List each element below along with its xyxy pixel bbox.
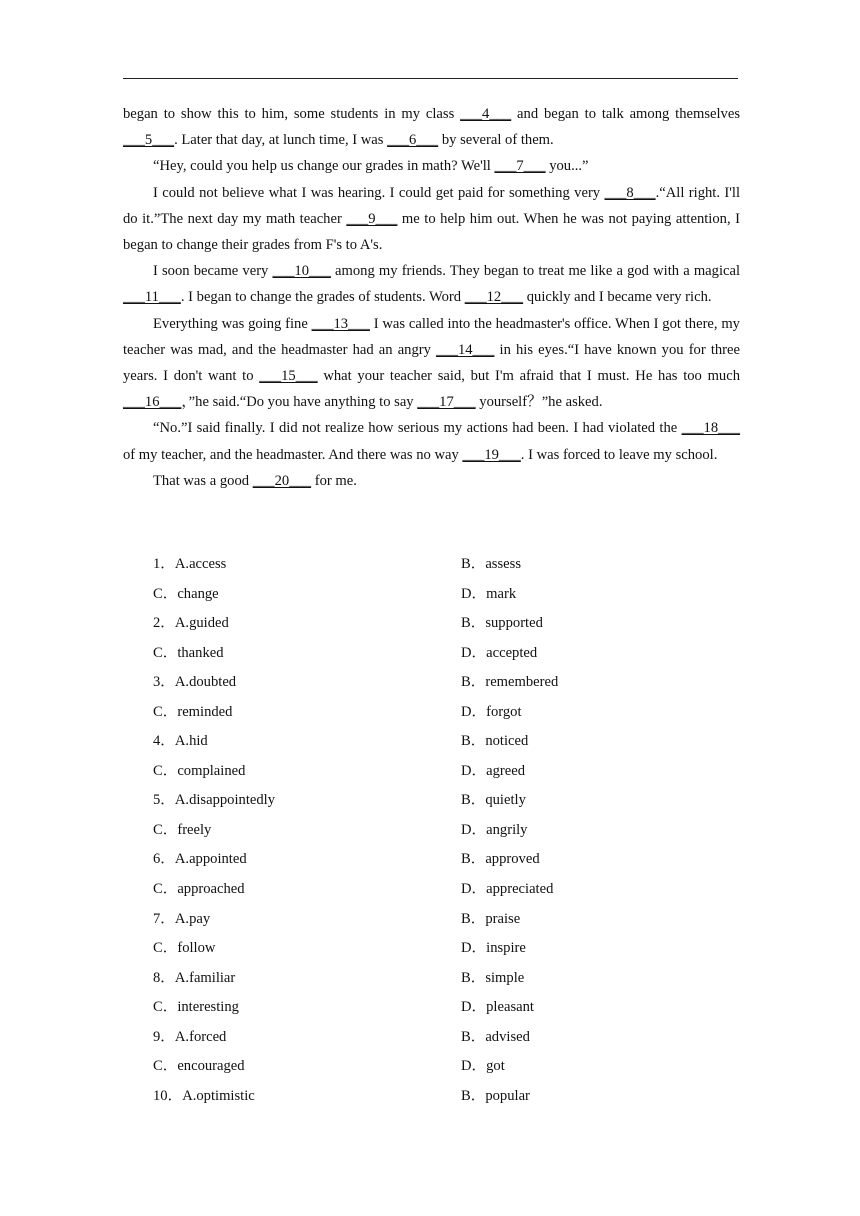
option-left: 7．A.pay bbox=[153, 910, 211, 927]
passage-text: . Later that day, at lunch time, I was bbox=[174, 132, 388, 149]
option-left: 8．A.familiar bbox=[153, 969, 236, 986]
option-left: C．interesting bbox=[153, 999, 239, 1016]
passage-text: and began to talk among themselves bbox=[511, 106, 740, 122]
option-right: B．simple bbox=[461, 969, 525, 986]
option-right: D．forgot bbox=[461, 703, 522, 720]
option-row bbox=[123, 788, 743, 818]
option-left: 4．A.hid bbox=[153, 733, 208, 750]
passage-text: I could not believe what I was hearing. I could get paid for something very bbox=[153, 184, 605, 201]
option-row bbox=[123, 966, 743, 996]
blank-number: ___9___ bbox=[346, 210, 398, 227]
blank-number: ___16___ bbox=[123, 394, 182, 411]
passage-paragraph bbox=[123, 153, 740, 179]
blank-number: ___4___ bbox=[460, 106, 512, 122]
blank-number: ___6___ bbox=[387, 132, 439, 149]
passage-text: Everything was going fine bbox=[153, 315, 312, 332]
passage-text: . I began to change the grades of students. Word bbox=[180, 289, 465, 306]
option-row bbox=[123, 1084, 743, 1114]
option-row bbox=[123, 1054, 743, 1084]
passage-paragraph bbox=[123, 258, 740, 310]
option-left: C．follow bbox=[153, 940, 216, 957]
option-right: D．appreciated bbox=[461, 881, 554, 898]
passage-text: what your teacher said, but I'm afraid that I must. He has too much bbox=[317, 368, 740, 385]
option-left: 5．A.disappointedly bbox=[153, 792, 276, 809]
passage-text: in his eyes.“I have known you for three years. I don't want to bbox=[123, 341, 740, 385]
option-row bbox=[123, 995, 743, 1025]
option-right: B．noticed bbox=[461, 733, 529, 750]
blank-number: ___10___ bbox=[272, 263, 331, 280]
blank-number: ___17___ bbox=[417, 394, 476, 411]
passage-text: me to help him out. When he was not paying attention, I began to change their grades from F's to A's. bbox=[123, 210, 740, 254]
option-right: B．approved bbox=[461, 851, 540, 868]
passage-text: ，”he said.“Do you have anything to say bbox=[181, 394, 418, 411]
option-left: C．freely bbox=[153, 821, 212, 838]
passage-text: I soon became very bbox=[153, 263, 273, 280]
option-right: B．supported bbox=[461, 615, 543, 632]
option-row bbox=[123, 641, 743, 671]
option-right: D．angrily bbox=[461, 821, 528, 838]
passage-text: you...” bbox=[545, 158, 589, 175]
option-row bbox=[123, 759, 743, 789]
blank-number: ___19___ bbox=[462, 446, 521, 463]
option-left: 10．A.optimistic bbox=[153, 1087, 255, 1104]
option-right: D．pleasant bbox=[461, 999, 534, 1016]
blank-number: ___15___ bbox=[259, 368, 318, 385]
blank-number: ___18___ bbox=[681, 420, 740, 437]
passage-paragraph bbox=[123, 101, 740, 153]
passage-text: . I was forced to leave my school. bbox=[520, 446, 718, 463]
passage-text: I was called into the headmaster's office. When I got there, my teacher was mad, and the headmaster had an angry bbox=[123, 315, 740, 358]
option-left: C．approached bbox=[153, 881, 245, 898]
option-left: C．change bbox=[153, 585, 219, 602]
option-row bbox=[123, 818, 743, 848]
passage-text: “Hey, could you help us change our grades in math? We'll bbox=[153, 158, 495, 175]
option-right: D．got bbox=[461, 1058, 505, 1075]
option-left: C．complained bbox=[153, 762, 246, 779]
option-left: 3．A.doubted bbox=[153, 674, 237, 691]
passage-text: for me. bbox=[311, 472, 357, 489]
passage-paragraph bbox=[123, 311, 740, 416]
blank-number: ___13___ bbox=[311, 315, 370, 332]
blank-number: ___5___ bbox=[123, 132, 175, 149]
option-right: B．popular bbox=[461, 1087, 530, 1104]
option-right: B．advised bbox=[461, 1028, 530, 1045]
passage-text: yourself？”he asked. bbox=[475, 394, 603, 411]
option-row bbox=[123, 1025, 743, 1055]
header-rule bbox=[123, 78, 738, 79]
cloze-passage bbox=[123, 101, 740, 494]
option-right: D．agreed bbox=[461, 762, 526, 779]
option-row bbox=[123, 670, 743, 700]
passage-text: .“All right. I'll do it.”The next day my math teacher bbox=[123, 184, 740, 227]
passage-text: by several of them. bbox=[438, 132, 554, 149]
option-row bbox=[123, 907, 743, 937]
blank-number: ___8___ bbox=[604, 184, 656, 201]
passage-text: That was a good bbox=[153, 472, 253, 489]
option-row bbox=[123, 877, 743, 907]
option-left: 6．A.appointed bbox=[153, 851, 247, 868]
blank-number: ___14___ bbox=[436, 341, 495, 358]
option-right: D．mark bbox=[461, 585, 517, 602]
option-left: C．thanked bbox=[153, 644, 224, 661]
option-right: D．inspire bbox=[461, 940, 526, 957]
blank-number: ___11___ bbox=[123, 289, 181, 306]
passage-text: of my teacher, and the headmaster. And there was no way bbox=[123, 446, 463, 463]
passage-paragraph bbox=[123, 468, 740, 494]
option-left: C．reminded bbox=[153, 703, 233, 720]
option-row bbox=[123, 700, 743, 730]
blank-number: ___20___ bbox=[252, 472, 312, 489]
blank-number: ___7___ bbox=[494, 158, 546, 175]
passage-paragraph bbox=[123, 180, 740, 259]
option-right: B．remembered bbox=[461, 674, 559, 691]
passage-text: “No.”I said finally. I did not realize how serious my actions had been. I had violated the bbox=[153, 420, 682, 437]
passage-text: began to show this to him, some students in my class bbox=[123, 106, 461, 122]
option-right: B．assess bbox=[461, 556, 521, 572]
option-left: 1．A.access bbox=[153, 556, 227, 572]
option-right: D．accepted bbox=[461, 644, 538, 661]
option-row bbox=[123, 847, 743, 877]
option-row bbox=[123, 552, 743, 582]
option-right: B．praise bbox=[461, 910, 521, 927]
option-left: 9．A.forced bbox=[153, 1028, 227, 1045]
option-row bbox=[123, 729, 743, 759]
option-row bbox=[123, 611, 743, 641]
passage-paragraph bbox=[123, 415, 740, 467]
option-row bbox=[123, 936, 743, 966]
option-left: 2．A.guided bbox=[153, 615, 229, 632]
answer-options bbox=[123, 552, 743, 1113]
blank-number: ___12___ bbox=[464, 289, 524, 306]
passage-text: among my friends. They began to treat me like a god with a magical bbox=[330, 263, 741, 280]
option-left: C．encouraged bbox=[153, 1058, 245, 1075]
option-right: B．quietly bbox=[461, 792, 526, 809]
option-row bbox=[123, 582, 743, 612]
passage-text: quickly and I became very rich. bbox=[523, 289, 712, 306]
